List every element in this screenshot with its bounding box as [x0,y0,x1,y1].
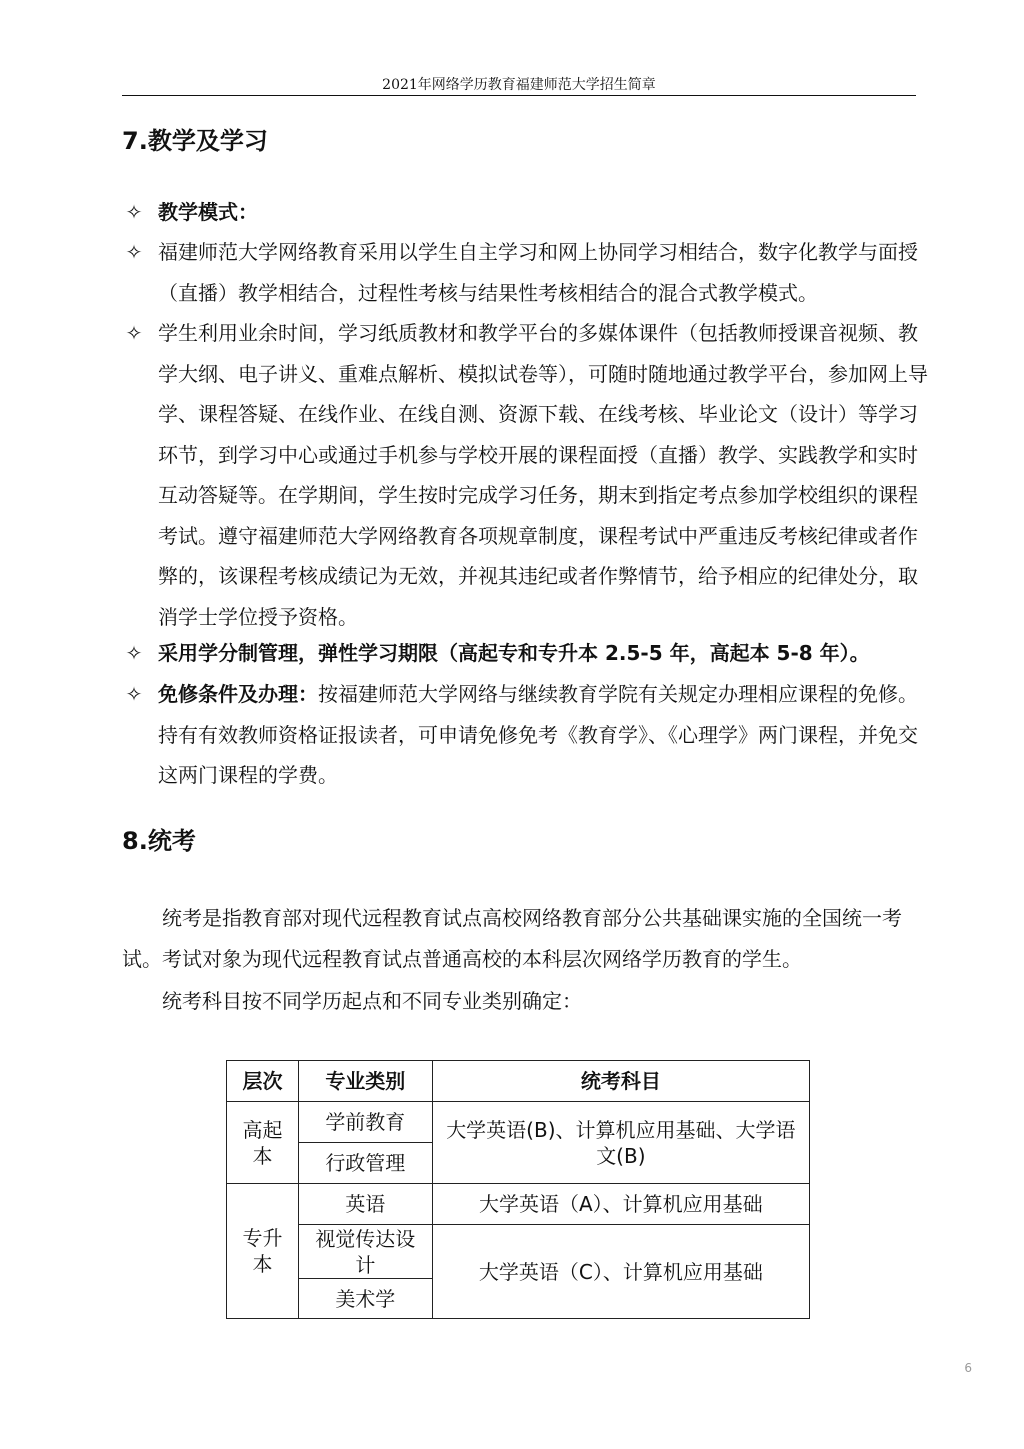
bullet-text: 福建师范大学网络教育采用以学生自主学习和网上协同学习相结合，数字化教学与面授（直播）教学相结合，过程性考核与结果性考核相结合的混合式教学模式。 [158,240,918,305]
bullet-study-method [122,313,932,637]
table-row [227,1184,810,1225]
diamond-bullet-icon: ✧ [125,641,143,665]
exam-subject-intro: 统考科目按不同学历起点和不同专业类别确定： [162,989,582,1013]
diamond-bullet-icon: ✧ [125,240,143,264]
major-cell: 学前教育 [298,1102,432,1143]
exemption-text: 按福建师范大学网络与继续教育学院有关规定办理相应课程的免修。持有有效教师资格证报读者，可申请免修免考《教育学》、《心理学》两门课程，并免交这两门课程的学费。 [158,682,918,787]
bullet-teaching-mode-title [122,192,932,233]
exam-subject-table [226,1060,810,1319]
level-cell: 高起本 [227,1102,299,1184]
table-header-cell: 专业类别 [298,1061,432,1102]
section-8-heading: 8.统考 [122,827,196,855]
bullet-text: 采用学分制管理，弹性学习期限（高起专和专升本 2.5-5 年，高起本 5-8 年）。 [158,641,870,665]
bullet-text: 教学模式： [158,200,258,224]
bullet-exemption [122,674,932,796]
diamond-bullet-icon: ✧ [125,200,143,224]
subject-cell: 大学英语(B)、计算机应用基础、大学语文(B) [432,1102,809,1184]
major-cell: 美术学 [298,1279,432,1319]
bullet-text: 学生利用业余时间，学习纸质教材和教学平台的多媒体课件（包括教师授课音视频、教学大纲、电子讲义、重难点解析、模拟试卷等），可随时随地通过教学平台，参加网上导学、课程答疑、在线作业、在线自测、资源下载、在线考核、毕业论文（设计）等学习环节，到学习中心或通过手机参与学校开展的课程面授（直播）教学、实践教学和实时互动答疑等。在学期间，学生按时完成学习任务，期末到指定考点参加学校组织的课程考试。遵守福建师范大学网络教育各项规章制度，课程考试中严重违反考核纪律或者作弊的，该课程考核成绩记为无效，并视其违纪或者作弊情节，给予相应的纪律处分，取消学士学位授予资格。 [158,321,928,629]
bullet-credit-system [122,633,932,674]
exemption-label: 免修条件及办理： [158,682,318,706]
table-header-cell: 层次 [227,1061,299,1102]
subject-cell: 大学英语（A）、计算机应用基础 [432,1184,809,1225]
page-header: 2021年网络学历教育福建师范大学招生简章 [382,77,656,93]
major-cell: 行政管理 [298,1143,432,1184]
major-cell: 英语 [298,1184,432,1225]
section-7-heading: 7.教学及学习 [122,127,268,155]
bullet-teaching-mode [122,232,932,313]
table-header-cell: 统考科目 [432,1061,809,1102]
subject-cell: 大学英语（C）、计算机应用基础 [432,1225,809,1319]
table-row [227,1102,810,1143]
table-header-row [227,1061,810,1102]
major-cell: 视觉传达设计 [298,1225,432,1279]
exam-description: 统考是指教育部对现代远程教育试点高校网络教育部分公共基础课实施的全国统一考试。考试对象为现代远程教育试点普通高校的本科层次网络学历教育的学生。 [122,906,902,971]
diamond-bullet-icon: ✧ [125,682,143,706]
header-divider [122,95,916,96]
page-number: 6 [964,1361,972,1375]
diamond-bullet-icon: ✧ [125,321,143,345]
table-row [227,1225,810,1279]
level-cell: 专升本 [227,1184,299,1319]
